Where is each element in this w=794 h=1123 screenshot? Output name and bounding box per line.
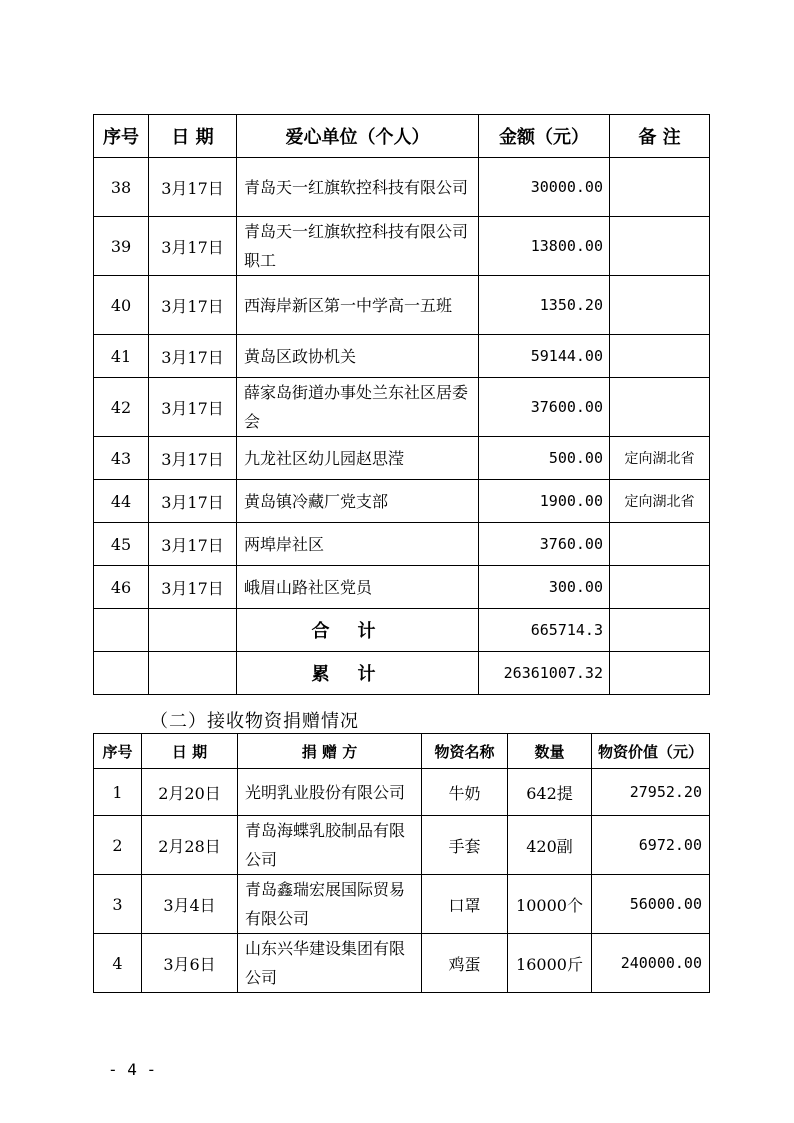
table-row [94, 437, 710, 480]
row-date: 3月17日 [149, 378, 237, 437]
header-donor: 爱心单位（个人） [237, 115, 479, 158]
row-donor: 黄岛镇冷藏厂党支部 [237, 480, 479, 523]
row-date: 3月17日 [149, 276, 237, 335]
row-date: 3月17日 [149, 437, 237, 480]
table-row [94, 769, 710, 816]
row-date: 3月17日 [149, 523, 237, 566]
row-item: 口罩 [422, 875, 508, 934]
section-title: （二）接收物资捐赠情况 [150, 711, 359, 732]
row-date: 3月17日 [149, 217, 237, 276]
row-item: 手套 [422, 816, 508, 875]
row-donor: 峨眉山路社区党员 [237, 566, 479, 609]
donation-money-table [93, 114, 710, 695]
row-item: 牛奶 [422, 769, 508, 816]
row-donor: 青岛鑫瑞宏展国际贸易有限公司 [238, 875, 422, 934]
row-quantity: 642提 [508, 769, 592, 816]
row-note [610, 276, 710, 335]
header-value: 物资价值（元） [592, 734, 710, 769]
cumulative-row [94, 652, 710, 695]
material-donation-table [93, 733, 710, 993]
row-no: 45 [94, 523, 149, 566]
header-amount: 金额（元） [479, 115, 610, 158]
empty-cell [149, 609, 237, 652]
row-no: 40 [94, 276, 149, 335]
row-date: 2月28日 [142, 816, 238, 875]
row-donor: 两埠岸社区 [237, 523, 479, 566]
row-donor: 薛家岛街道办事处兰东社区居委会 [237, 378, 479, 437]
row-donor: 光明乳业股份有限公司 [238, 769, 422, 816]
row-note [610, 217, 710, 276]
row-no: 46 [94, 566, 149, 609]
empty-cell [610, 652, 710, 695]
row-donor: 青岛海蝶乳胶制品有限公司 [238, 816, 422, 875]
row-value: 240000.00 [592, 934, 710, 993]
table-row [94, 335, 710, 378]
cumulative-value: 26361007.32 [479, 652, 610, 695]
row-note [610, 378, 710, 437]
row-note [610, 335, 710, 378]
row-amount: 30000.00 [479, 158, 610, 217]
row-date: 3月17日 [149, 158, 237, 217]
row-donor: 黄岛区政协机关 [237, 335, 479, 378]
table-row [94, 276, 710, 335]
row-note [610, 158, 710, 217]
header-no: 序号 [94, 734, 142, 769]
row-no: 44 [94, 480, 149, 523]
table-row [94, 566, 710, 609]
row-note [610, 566, 710, 609]
table-row [94, 158, 710, 217]
subtotal-label: 合计 [237, 609, 479, 652]
row-value: 6972.00 [592, 816, 710, 875]
row-no: 42 [94, 378, 149, 437]
page-number: - 4 - [108, 1060, 157, 1079]
row-donor: 青岛天一红旗软控科技有限公司 [237, 158, 479, 217]
row-donor: 九龙社区幼儿园赵思滢 [237, 437, 479, 480]
row-amount: 300.00 [479, 566, 610, 609]
table-row [94, 480, 710, 523]
table-row [94, 217, 710, 276]
row-note [610, 523, 710, 566]
subtotal-value: 665714.3 [479, 609, 610, 652]
row-date: 3月17日 [149, 335, 237, 378]
row-no: 1 [94, 769, 142, 816]
header-no: 序号 [94, 115, 149, 158]
row-amount: 1900.00 [479, 480, 610, 523]
row-date: 3月4日 [142, 875, 238, 934]
empty-cell [94, 609, 149, 652]
header-quantity: 数量 [508, 734, 592, 769]
row-date: 2月20日 [142, 769, 238, 816]
table-header-row [94, 115, 710, 158]
row-note: 定向湖北省 [610, 480, 710, 523]
header-donor: 捐 赠 方 [238, 734, 422, 769]
table-header-row [94, 734, 710, 769]
row-quantity: 16000斤 [508, 934, 592, 993]
row-no: 38 [94, 158, 149, 217]
row-value: 27952.20 [592, 769, 710, 816]
empty-cell [94, 652, 149, 695]
row-donor: 山东兴华建设集团有限公司 [238, 934, 422, 993]
row-date: 3月17日 [149, 480, 237, 523]
row-value: 56000.00 [592, 875, 710, 934]
row-donor: 青岛天一红旗软控科技有限公司职工 [237, 217, 479, 276]
row-date: 3月6日 [142, 934, 238, 993]
row-no: 39 [94, 217, 149, 276]
row-amount: 1350.20 [479, 276, 610, 335]
empty-cell [610, 609, 710, 652]
row-amount: 37600.00 [479, 378, 610, 437]
header-note: 备 注 [610, 115, 710, 158]
row-amount: 59144.00 [479, 335, 610, 378]
row-no: 41 [94, 335, 149, 378]
table-row [94, 875, 710, 934]
row-no: 2 [94, 816, 142, 875]
row-amount: 3760.00 [479, 523, 610, 566]
header-date: 日 期 [142, 734, 238, 769]
row-donor: 西海岸新区第一中学高一五班 [237, 276, 479, 335]
header-item: 物资名称 [422, 734, 508, 769]
header-date: 日 期 [149, 115, 237, 158]
row-amount: 500.00 [479, 437, 610, 480]
row-no: 3 [94, 875, 142, 934]
row-no: 43 [94, 437, 149, 480]
row-no: 4 [94, 934, 142, 993]
cumulative-label: 累计 [237, 652, 479, 695]
table-row [94, 816, 710, 875]
table-row [94, 523, 710, 566]
row-quantity: 420副 [508, 816, 592, 875]
row-date: 3月17日 [149, 566, 237, 609]
row-quantity: 10000个 [508, 875, 592, 934]
empty-cell [149, 652, 237, 695]
table-row [94, 934, 710, 993]
row-amount: 13800.00 [479, 217, 610, 276]
row-item: 鸡蛋 [422, 934, 508, 993]
row-note: 定向湖北省 [610, 437, 710, 480]
subtotal-row [94, 609, 710, 652]
table-row [94, 378, 710, 437]
